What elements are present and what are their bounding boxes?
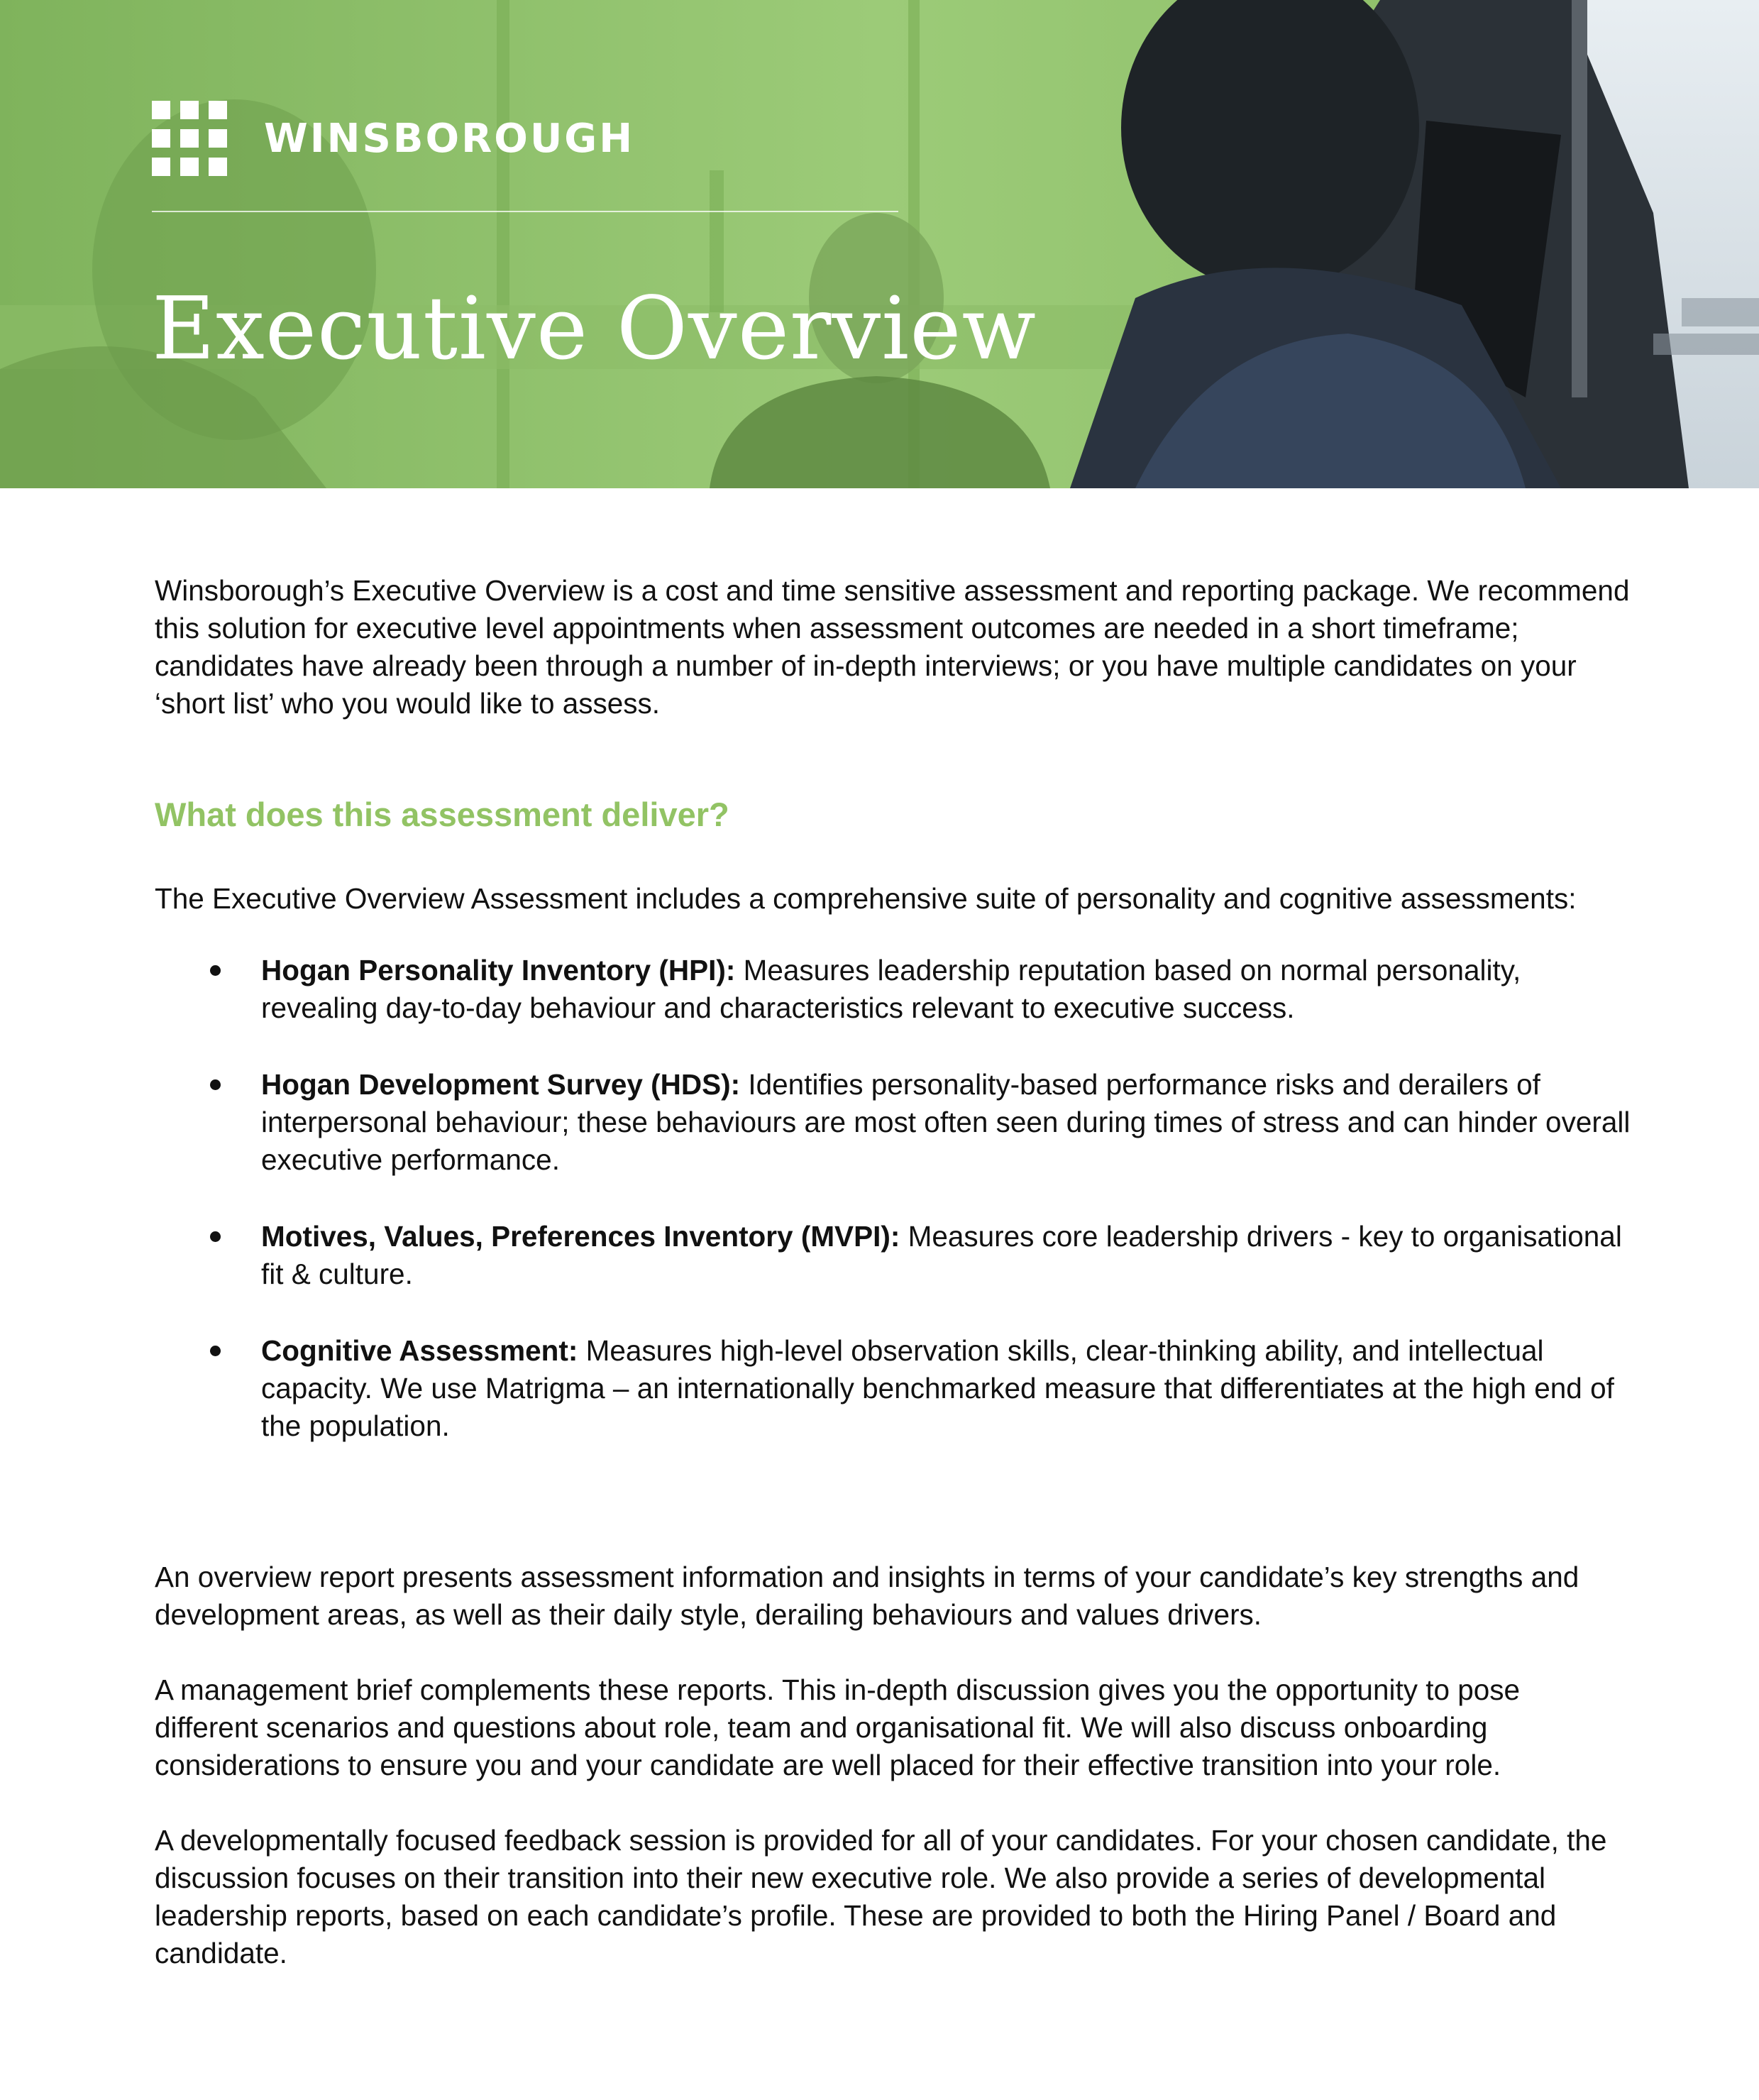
list-item [155,1332,1631,1445]
overview-report-paragraph: An overview report presents assessment information and insights in terms of your candidate’s key strengths and development areas, as well as their daily style, derailing behaviours and values drivers. [155,1561,1579,1631]
list-item [155,952,1631,1027]
bullet-icon [210,1231,221,1242]
list-item-term: Hogan Personality Inventory (HPI): [261,954,736,986]
bullet-icon [210,1346,221,1356]
hero-banner [0,0,1759,488]
assessment-list [155,952,1631,1445]
list-item-text: Measures core leadership drivers - key to organisational fit & culture. [261,1220,1622,1290]
intro-paragraph: Winsborough’s Executive Overview is a cost and time sensitive assessment and reporting package. We recommend this solution for executive level appointments when assessment outcomes are needed in a short timeframe; candidates have already been through a number of in-depth interviews; or you have multiple candidates on your ‘short list’ who you would like to assess. [155,574,1630,720]
list-item-term: Hogan Development Survey (HDS): [261,1068,741,1101]
section-heading: What does this assessment deliver? [155,796,729,833]
hero-photo-illustration [0,0,1759,488]
list-item-term: Cognitive Assessment: [261,1334,578,1367]
list-item-text: Measures high-level observation skills, clear-thinking ability, and intellectual capacity. We use Matrigma – an internationally benchmarked measure that differentiates at the high end of the population. [261,1334,1614,1442]
feedback-session-paragraph: A developmentally focused feedback session is provided for all of your candidates. For your chosen candidate, the discussion focuses on their transition into their new executive role. We also provide a series of developmental leadership reports, based on each candidate’s profile. These are provided to both the Hiring Panel / Board and candidate. [155,1824,1607,1969]
bullet-icon [210,965,221,976]
list-item-text: Measures leadership reputation based on normal personality, revealing day-to-day behaviour and characteristics relevant to executive success. [261,954,1521,1024]
grid-logo-icon [152,101,227,176]
hero-divider [152,211,898,212]
brand-logo [152,101,634,176]
list-item [155,1066,1631,1179]
list-item-text: Identifies personality-based performance risks and derailers of interpersonal behaviour; these behaviours are most often seen during times of stress and can hinder overall executive performance. [261,1068,1631,1176]
list-item-term: Motives, Values, Preferences Inventory (MVPI): [261,1220,900,1253]
page-title: Executive Overview [152,278,1037,379]
management-brief-paragraph: A management brief complements these reports. This in-depth discussion gives you the opportunity to pose different scenarios and questions about role, team and organisational fit. We will also discuss onboarding considerations to ensure you and your candidate are well placed for their effective transition into your role. [155,1673,1521,1781]
section-lead: The Executive Overview Assessment includes a comprehensive suite of personality and cognitive assessments: [155,882,1577,915]
document-body [155,572,1631,2010]
brand-name: WINSBOROUGH [264,115,635,162]
bullet-icon [210,1079,221,1090]
list-item [155,1218,1631,1293]
